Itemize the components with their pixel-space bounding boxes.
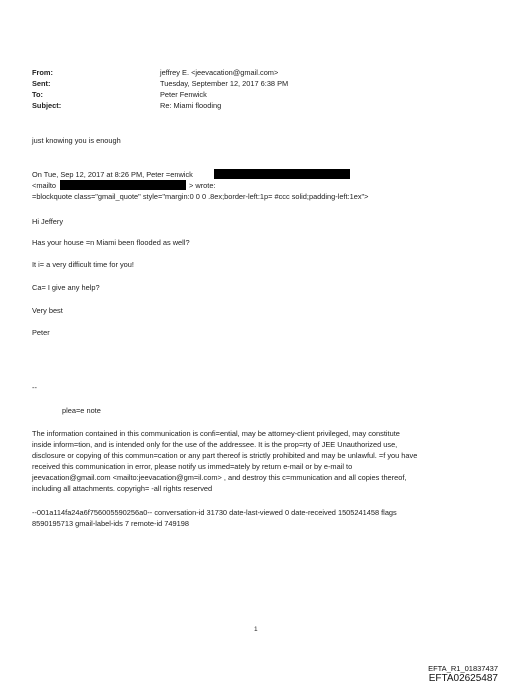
- bates-id-small: EFTA_R1_01837437: [428, 664, 498, 673]
- reply-text: just knowing you is enough: [32, 136, 121, 145]
- message-line-1: Has your house =n Miami been flooded as well?: [32, 238, 190, 247]
- sent-label: Sent:: [32, 79, 51, 88]
- subject-label: Subject:: [32, 101, 62, 110]
- disclaimer-line-1: The information contained in this communication is confi=ential, may be attorney-client privileged, may constitute: [32, 429, 400, 438]
- separator: --: [32, 383, 37, 392]
- from-label: From:: [32, 68, 53, 77]
- blockquote-markup-line: =blockquote class="gmail_quote" style="margin:0 0 0 .8ex;border-left:1p= #ccc solid;padding-left:1ex">: [32, 192, 369, 201]
- metadata-line-2: 8590195713 gmail-label-ids 7 remote-id 749198: [32, 519, 189, 528]
- quote-intro-line-1: On Tue, Sep 12, 2017 at 8:26 PM, Peter =enwick: [32, 170, 193, 179]
- sent-value: Tuesday, September 12, 2017 6:38 PM: [160, 79, 289, 88]
- disclaimer-line-5: jeevacation@gmail.com <mailto:jeevacation@gm=il.com> , and destroy this c=mmunication and all copies thereof,: [32, 473, 407, 482]
- from-value: jeffrey E. <jeevacation@gmail.com>: [160, 68, 279, 77]
- closing: Very best: [32, 306, 63, 315]
- redaction-bar: [214, 169, 350, 179]
- note-title: plea=e note: [62, 406, 101, 415]
- to-value: Peter Fenwick: [160, 90, 207, 99]
- disclaimer-line-4: received this communication in error, please notify us immed=ately by return e-mail or by e-mail to: [32, 462, 353, 471]
- disclaimer-line-6: including all attachments. copyrigh= -all rights reserved: [32, 484, 213, 493]
- disclaimer-line-2: inside inform=tion, and is intended only for the use of the addressee. It is the prop=rty of JEE Unauthorized use,: [32, 440, 398, 449]
- redaction-bar: [60, 180, 186, 190]
- to-label: To:: [32, 90, 43, 99]
- quote-intro-line-2b: > wrote:: [189, 181, 216, 190]
- signature: Peter: [32, 328, 50, 337]
- message-line-3: Ca= I give any help?: [32, 283, 100, 292]
- bates-id-large: EFTA02625487: [428, 673, 498, 684]
- message-line-2: It i= a very difficult time for you!: [32, 260, 134, 269]
- page-number: 1: [254, 626, 258, 633]
- quote-intro-line-2a: <mailto: [32, 181, 57, 190]
- greeting: Hi Jeffery: [32, 217, 64, 226]
- subject-value: Re: Miami flooding: [160, 101, 222, 110]
- metadata-line-1: --001a114fa24a6f756005590256a0-- conversation-id 31730 date-last-viewed 0 date-received 1505241458 flags: [32, 508, 397, 517]
- disclaimer-line-3: disclosure or copying of this commun=cation or any part thereof is strictly prohibited and may be unlawful. =f you have: [32, 451, 418, 460]
